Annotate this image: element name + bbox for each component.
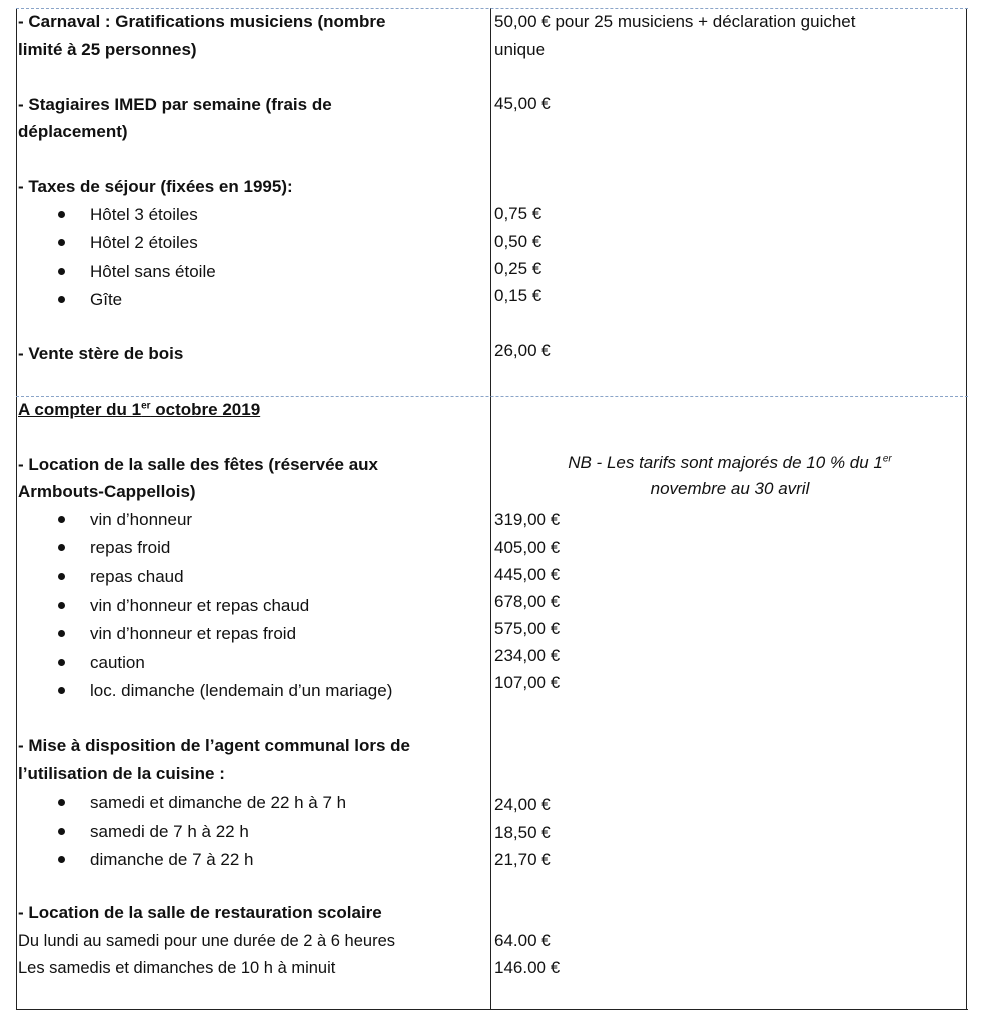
- bullet-icon: [58, 659, 65, 666]
- bullet-icon: [58, 799, 65, 806]
- restauration-row-label: Du lundi au samedi pour une durée de 2 à 6 heures: [18, 932, 396, 950]
- agent-price: 24,00 €: [494, 795, 551, 814]
- section-divider: [16, 396, 968, 397]
- salle-label-line1: - Location de la salle des fêtes (réservée aux: [18, 455, 378, 474]
- carnaval-price-line1: 50,00 € pour 25 musiciens + déclaration guichet: [494, 12, 856, 31]
- section2-heading: [18, 400, 260, 420]
- list-item-label: dimanche de 7 à 22 h: [90, 850, 254, 869]
- list-item-label: vin d’honneur: [90, 510, 193, 529]
- salle-price: 575,00 €: [494, 619, 561, 638]
- salle-price: 234,00 €: [494, 646, 561, 665]
- table-column-divider: [490, 8, 491, 1010]
- bullet-icon: [58, 268, 65, 275]
- agent-price: 21,70 €: [494, 850, 551, 869]
- note-text: NB - Les tarifs sont majorés de 10 % du 1: [568, 453, 883, 472]
- bullet-icon: [58, 296, 65, 303]
- heading-sup: er: [141, 400, 151, 412]
- taxes-label: - Taxes de séjour (fixées en 1995):: [18, 177, 293, 196]
- list-item-label: Hôtel 2 étoiles: [90, 233, 198, 252]
- bullet-icon: [58, 211, 65, 218]
- table-bottom-border: [16, 1009, 968, 1010]
- table-right-border: [966, 8, 967, 1010]
- salle-price: 445,00 €: [494, 565, 561, 584]
- list-item-label: Gîte: [90, 290, 123, 309]
- restauration-row-label: Les samedis et dimanches de 10 h à minuit: [18, 959, 336, 977]
- bullet-icon: [58, 239, 65, 246]
- restauration-label: - Location de la salle de restauration scolaire: [18, 903, 382, 922]
- taxes-price: 0,75 €: [494, 204, 542, 223]
- restauration-price: 146.00 €: [494, 958, 561, 977]
- salle-label-line2: Armbouts-Cappellois): [18, 482, 196, 501]
- list-item-label: Hôtel sans étoile: [90, 262, 216, 281]
- bois-price: 26,00 €: [494, 341, 551, 360]
- taxes-price: 0,50 €: [494, 232, 542, 251]
- bullet-icon: [58, 630, 65, 637]
- list-item-label: repas chaud: [90, 567, 184, 586]
- salle-price: 405,00 €: [494, 538, 561, 557]
- heading-text: A compter du 1: [18, 400, 142, 419]
- list-item-label: vin d’honneur et repas chaud: [90, 596, 310, 615]
- carnaval-label-line1: - Carnaval : Gratifications musiciens (nombre: [18, 12, 386, 31]
- bullet-icon: [58, 856, 65, 863]
- list-item-label: repas froid: [90, 538, 171, 557]
- taxes-price: 0,25 €: [494, 259, 542, 278]
- salle-price: 319,00 €: [494, 510, 561, 529]
- salle-price: 107,00 €: [494, 673, 561, 692]
- restauration-price: 64.00 €: [494, 931, 551, 950]
- list-item-label: vin d’honneur et repas froid: [90, 624, 297, 643]
- bois-label: - Vente stère de bois: [18, 344, 184, 363]
- bullet-icon: [58, 573, 65, 580]
- note-sup: er: [882, 453, 892, 465]
- list-item-label: samedi et dimanche de 22 h à 7 h: [90, 793, 347, 812]
- agent-label-line1: - Mise à disposition de l’agent communal lors de: [18, 736, 411, 755]
- agent-price: 18,50 €: [494, 823, 551, 842]
- bullet-icon: [58, 687, 65, 694]
- carnaval-label-line2: limité à 25 personnes): [18, 40, 197, 59]
- list-item-label: Hôtel 3 étoiles: [90, 205, 198, 224]
- bullet-icon: [58, 544, 65, 551]
- bullet-icon: [58, 516, 65, 523]
- bullet-icon: [58, 602, 65, 609]
- imed-label-line1: - Stagiaires IMED par semaine (frais de: [18, 95, 332, 114]
- list-item-label: samedi de 7 h à 22 h: [90, 822, 249, 841]
- salle-price: 678,00 €: [494, 592, 561, 611]
- imed-price: 45,00 €: [494, 94, 551, 113]
- note-text: novembre au 30 avril: [650, 479, 810, 498]
- imed-label-line2: déplacement): [18, 122, 128, 141]
- table-left-border: [16, 8, 17, 1010]
- heading-text: octobre 2019: [150, 400, 261, 419]
- list-item-label: loc. dimanche (lendemain d’un mariage): [90, 681, 393, 700]
- carnaval-price-line2: unique: [494, 40, 546, 59]
- table-top-border: [16, 8, 968, 9]
- list-item-label: caution: [90, 653, 145, 672]
- agent-label-line2: l’utilisation de la cuisine :: [18, 764, 225, 783]
- taxes-price: 0,15 €: [494, 286, 542, 305]
- salle-note: [492, 450, 968, 502]
- tariff-table: [16, 8, 968, 1010]
- bullet-icon: [58, 828, 65, 835]
